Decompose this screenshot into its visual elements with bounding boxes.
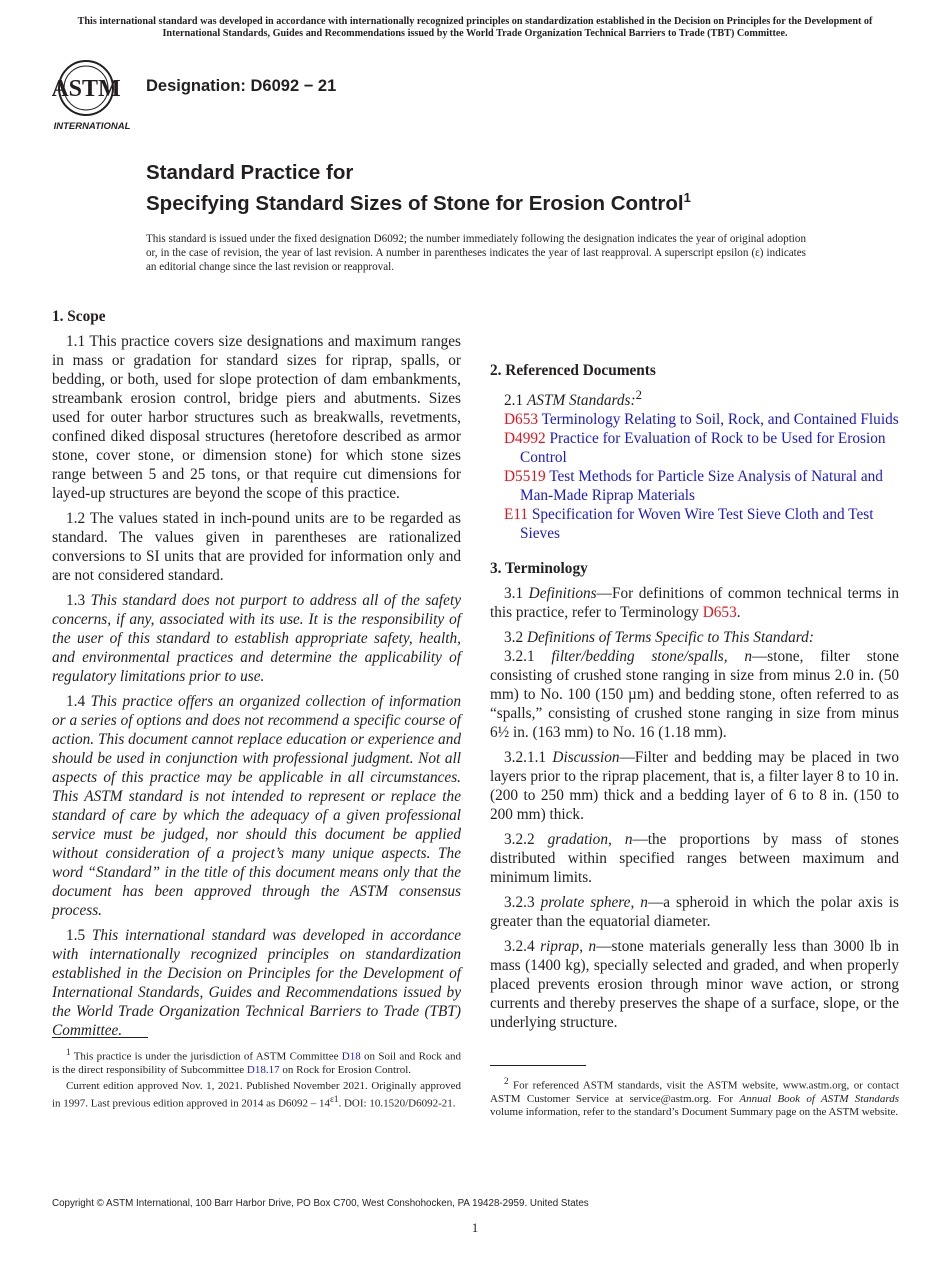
- astm-standards-sub: 2.1 ASTM Standards:$^2$: [504, 388, 642, 410]
- footnote-1: $^1$ This practice is under the jurisdiction of ASTM Committee D18 on Soil and Rock and is the direct responsibility of Subcommittee D18.17 on Rock for Erosion Control. Current edition approved Nov. 1, 2021. Published November 2021. Originally approved in 1997. Last previous edition approved in 2014 as $D6092 - 14^{\varepsilon 1}$. DOI: 10.1520/D6092-21.: [52, 1047, 461, 1110]
- title-line-1: Standard Practice for: [146, 161, 354, 184]
- referenced-heading: 2. Referenced Documents: [490, 362, 656, 379]
- page-number: 1: [471, 1220, 479, 1235]
- ref-item-d5519[interactable]: D5519 Test Methods for Particle Size Analysis of Natural and Man-Made Riprap Materials: [504, 468, 883, 505]
- scope-heading: 1. Scope: [52, 308, 106, 325]
- copyright: Copyright © ASTM International, 100 Barr Harbor Drive, PO Box C700, West Conshohocken, PA 19428-2959. United States: [52, 1198, 589, 1209]
- footnote-rule-left: [52, 1037, 148, 1038]
- scope-1-5: 1.5 This international standard was developed in accordance with internationally recognized principles on standardization established in the Decision on Principles for the Development of International Standards, Guides and Recommendations issued by the World Trade Organization Technical Barriers to Trade (TBT) Committee.: [52, 927, 461, 1039]
- scope-1-5-continued: [490, 307, 899, 345]
- term-3-1: 3.1 Definitions—For definitions of common technical terms in this practice, refer to Terminology D653.: [490, 585, 899, 622]
- term-3-2-4: 3.2.4 riprap, n—stone materials generally less than 3000 lb in mass (1400 kg), specially selected and graded, and when properly placed prevents erosion through minor wave action, or strong currents and thereby preserves the shape of a surface, slope, or the underlying structure.: [490, 938, 900, 1032]
- right-column: [490, 307, 899, 1032]
- term-3-2-1: 3.2.1 filter/bedding stone/spalls, n—stone, filter stone consisting of crushed stone ranging in size from minus 2.0 in. (50 mm) to No. 100 (150 µm) and bedding stone, often referred to as “spalls,” consisting of crushed stone ranging in size from minus 6½ in. (163 mm) to No. 16 (1.18 mm).: [490, 648, 900, 742]
- scope-1-2: 1.2 The values stated in inch-pound units are to be regarded as standard. The values given in parentheses are rationalized conversions to SI units that are provided for information only and are not considered standard.: [52, 510, 461, 584]
- term-3-2-3: 3.2.3 prolate sphere, n—a spheroid in which the polar axis is greater than the equatorial diameter.: [490, 894, 899, 931]
- footnote-1-edition: Current edition approved Nov. 1, 2021. Published November 2021. Originally approved in 1997. Last previous edition approved in 2014 as $D6092 - 14^{\varepsilon 1}$. DOI: 10.1520/D6092-21.: [52, 1080, 461, 1110]
- title-line-2: Specifying Standard Sizes of Stone for Erosion Control: [146, 191, 684, 215]
- logo-text: ASTM: [52, 76, 121, 102]
- scope-1-3: 1.3 This standard does not purport to address all of the safety concerns, if any, associated with its use. It is the responsibility of the user of this standard to establish appropriate safety, health, and environmental practices and determine the applicability of regulatory limitations prior to use.: [52, 592, 462, 685]
- issued-note: This standard is issued under the fixed designation D6092; the number immediately following the designation indicates the year of original adoption or, in the case of revision, the year of last revision. A number in parentheses indicates the year of last reapproval. A superscript epsilon (ε) indicates an editorial change since the last revision or reapproval.: [146, 233, 806, 273]
- document-title: [146, 160, 691, 216]
- link-d18-17[interactable]: D18.17: [246, 1063, 280, 1076]
- scope-1-4: 1.4 This practice offers an organized collection of information or a series of options and does not recommend a specific course of action. This document cannot replace education or experience and should be used in conjunction with professional judgment. Not all aspects of this practice may be applicable in all circumstances. This ASTM standard is not intended to represent or replace the standard of care by which the adequacy of a given professional service must be judged, nor should this document be applied without consideration of a project’s many unique aspects. The word “Standard” in the title of this document means only that the document has been approved through the ASTM consensus process.: [52, 693, 461, 919]
- ref-item-d4992[interactable]: D4992 Practice for Evaluation of Rock to be Used for Erosion Control: [504, 430, 886, 467]
- ref-item-d653[interactable]: D653 Terminology Relating to Soil, Rock, and Contained Fluids: [504, 411, 899, 429]
- link-d18[interactable]: D18: [341, 1050, 361, 1063]
- scope-1-1: 1.1 This practice covers size designations and maximum ranges in mass or gradation for standard sizes for riprap, spalls, or bedding, or both, used for slope protection of dam embankments, streambank erosion control, bridge piers and abutments. Sizes used for outer harbor structures such as breakwalls, revetments, confined diked disposal structures (heretofore described as armor stone, cover stone, or dimension stone) for which stone sizes range between 5 and 25 tons, or that require cut dimensions for layed-up structures are beyond the scope of this practice.: [52, 333, 461, 502]
- footnote-rule-right: [490, 1065, 586, 1066]
- term-3-2: 3.2 Definitions of Terms Specific to This Standard:: [504, 629, 814, 647]
- ref-item-e11[interactable]: E11 Specification for Woven Wire Test Sieve Cloth and Test Sieves: [504, 506, 874, 543]
- title-footnote-mark[interactable]: 1: [683, 190, 691, 205]
- designation: Designation: D6092 − 21: [146, 77, 337, 95]
- link-d653[interactable]: D653: [702, 604, 737, 622]
- astm-logo: [52, 58, 134, 132]
- term-3-2-1-1: 3.2.1.1 Discussion—Filter and bedding may be placed in two layers prior to the riprap placement, that is, a filter layer 8 to 10 in. (200 to 250 mm) thick and a bedding layer of 6 to 8 in. (150 to 200 mm) thick.: [490, 749, 900, 824]
- terminology-heading: 3. Terminology: [490, 560, 588, 578]
- term-3-2-2: 3.2.2 gradation, n—the proportions by mass of stones distributed within specified ranges between maximum and minimum limits.: [490, 831, 899, 887]
- header-notice: This international standard was developed in accordance with internationally recognized principles on standardization established in the Decision on Principles for the Development of International Standards, Guides and Recommendations issued by the World Trade Organization Technical Barriers to Trade (TBT) Committee.: [77, 16, 873, 39]
- left-column: [52, 307, 461, 1040]
- footnote-2: $^2$ For referenced ASTM standards, visit the ASTM website, www.astm.org, or contact ASTM Customer Service at service@astm.org. For Annual Book of ASTM Standards volume information, refer to the standard’s Document Summary page on the ASTM website.: [490, 1076, 900, 1119]
- logo-subtext: INTERNATIONAL: [53, 121, 131, 132]
